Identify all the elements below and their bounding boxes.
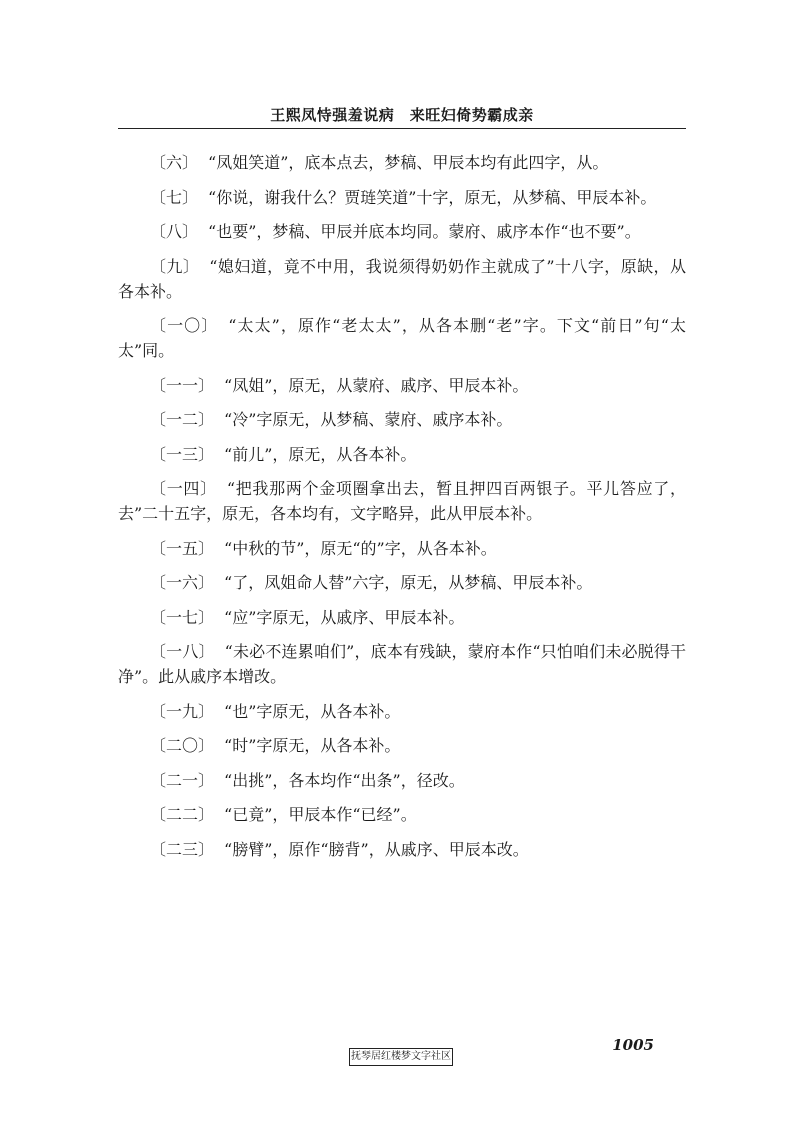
note-text: “已竟”，甲辰本作“已经”。: [224, 805, 417, 824]
note-text: “前儿”，原无，从各本补。: [224, 444, 417, 464]
note-text: “了，凤姐命人替”六字，原无，从梦稿、甲辰本补。: [224, 573, 593, 592]
note-number: 〔二三〕: [150, 839, 215, 859]
notes-list: [118, 150, 686, 871]
note-number: 〔一一〕: [150, 375, 215, 395]
note-number: 〔一九〕: [150, 701, 215, 721]
note-item: [118, 185, 686, 210]
note-number: 〔一三〕: [150, 444, 215, 464]
note-text: “膀臂”，原作“膀背”，从戚序、甲辰本改。: [224, 839, 529, 859]
note-item: [118, 219, 686, 244]
note-item: [118, 536, 686, 561]
note-number: 〔一四〕: [150, 479, 217, 498]
note-number: 〔七〕: [150, 187, 199, 207]
note-item: [118, 837, 686, 862]
note-text: “应”字原无，从戚序、甲辰本补。: [224, 607, 465, 627]
note-item: [118, 407, 686, 432]
note-text: “未必不连累咱们”，底本有残缺，蒙府本作“只怕咱们未必脱得干净”。此从戚序本增改。: [118, 642, 686, 686]
note-number: 〔九〕: [150, 256, 200, 276]
note-number: 〔八〕: [150, 222, 199, 241]
note-text: “把我那两个金项圈拿出去，暂且押四百两银子。平儿答应了，去”二十五字，原无，各本均有，文字略异，此从甲辰本补。: [118, 479, 686, 523]
header-rule: [118, 128, 686, 129]
note-number: 〔二二〕: [150, 805, 215, 824]
note-text: “中秋的节”，原无“的”字，从各本补。: [224, 538, 497, 558]
note-number: 〔二〇〕: [150, 736, 215, 755]
note-item: [118, 699, 686, 724]
note-number: 〔一五〕: [150, 538, 215, 558]
note-number: 〔一二〕: [150, 410, 215, 429]
note-number: 〔一六〕: [150, 573, 215, 592]
note-item: [118, 476, 686, 526]
note-item: [118, 802, 686, 827]
note-text: “凤姐笑道”，底本点去，梦稿、甲辰本均有此四字，从。: [208, 153, 609, 172]
note-item: [118, 150, 686, 175]
note-text: “也”字原无，从各本补。: [224, 701, 401, 721]
note-text: “也要”，梦稿、甲辰并底本均同。蒙府、戚序本作“也不要”。: [208, 222, 641, 241]
note-number: 〔一八〕: [150, 642, 215, 661]
footer-stamp: 抚琴居红楼梦文字社区: [349, 1048, 453, 1066]
note-item: [118, 768, 686, 793]
running-header: 王熙凤恃强羞说病 来旺妇倚势霸成亲: [270, 106, 534, 124]
note-item: [118, 605, 686, 630]
note-text: “太太”，原作“老太太”，从各本删“老”字。下文“前日”句“太太”同。: [118, 316, 686, 360]
note-item: [118, 254, 686, 304]
note-item: [118, 570, 686, 595]
note-item: [118, 313, 686, 363]
note-number: 〔二一〕: [150, 770, 215, 790]
note-number: 〔六〕: [150, 153, 199, 172]
note-text: “出挑”，各本均作“出条”，径改。: [224, 770, 465, 790]
note-item: [118, 639, 686, 689]
note-item: [118, 373, 686, 398]
note-text: “你说，谢我什么？贾琏笑道”十字，原无，从梦稿、甲辰本补。: [208, 187, 657, 207]
note-item: [118, 733, 686, 758]
note-number: 〔一七〕: [150, 607, 215, 627]
note-number: 〔一〇〕: [150, 316, 219, 335]
note-text: “时”字原无，从各本补。: [224, 736, 401, 755]
note-item: [118, 442, 686, 467]
note-text: “凤姐”，原无，从蒙府、戚序、甲辰本补。: [224, 375, 529, 395]
note-text: “冷”字原无，从梦稿、蒙府、戚序本补。: [224, 410, 513, 429]
page-number: 1005: [612, 1036, 654, 1054]
note-text: “媳妇道，竟不中用，我说须得奶奶作主就成了”十八字，原缺，从各本补。: [118, 256, 686, 301]
